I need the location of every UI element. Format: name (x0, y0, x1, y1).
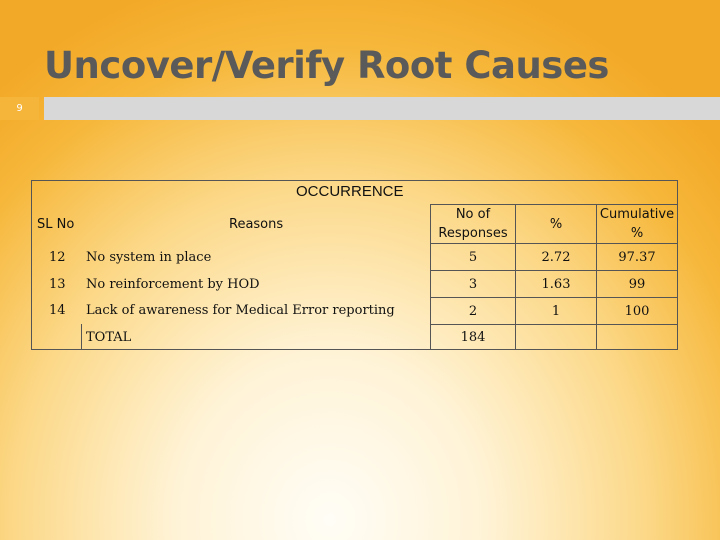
header-responses: No of Responses (430, 204, 516, 244)
row-13-responses: 3 (430, 270, 516, 298)
header-reasons: Reasons (229, 217, 284, 232)
row-12-reason: No system in place (86, 250, 212, 265)
row-12-sl: 12 (49, 250, 66, 265)
row-13-sl: 13 (49, 277, 66, 292)
header-sl-no: SL No (37, 217, 75, 232)
row-12-percent: 2.72 (515, 243, 597, 271)
slide-title: Uncover/Verify Root Causes (44, 44, 609, 87)
total-responses: 184 (430, 324, 516, 350)
title-accent-bar (44, 97, 720, 120)
total-divider (81, 324, 82, 350)
row-13-reason: No reinforcement by HOD (86, 277, 260, 292)
total-cumulative-empty (596, 324, 678, 350)
row-13-cumulative: 99 (596, 270, 678, 298)
slide-number: 9 (0, 97, 39, 120)
row-13-percent: 1.63 (515, 270, 597, 298)
table-caption: OCCURRENCE (296, 183, 404, 200)
row-12-responses: 5 (430, 243, 516, 271)
row-14-responses: 2 (430, 297, 516, 325)
header-cumulative: Cumulative % (596, 204, 678, 244)
row-12-cumulative: 97.37 (596, 243, 678, 271)
row-14-reason: Lack of awareness for Medical Error reporting (86, 303, 395, 318)
header-percent: % (515, 204, 597, 244)
total-percent-empty (515, 324, 597, 350)
row-14-cumulative: 100 (596, 297, 678, 325)
total-label: TOTAL (86, 330, 132, 345)
row-14-sl: 14 (49, 303, 66, 318)
row-14-percent: 1 (515, 297, 597, 325)
